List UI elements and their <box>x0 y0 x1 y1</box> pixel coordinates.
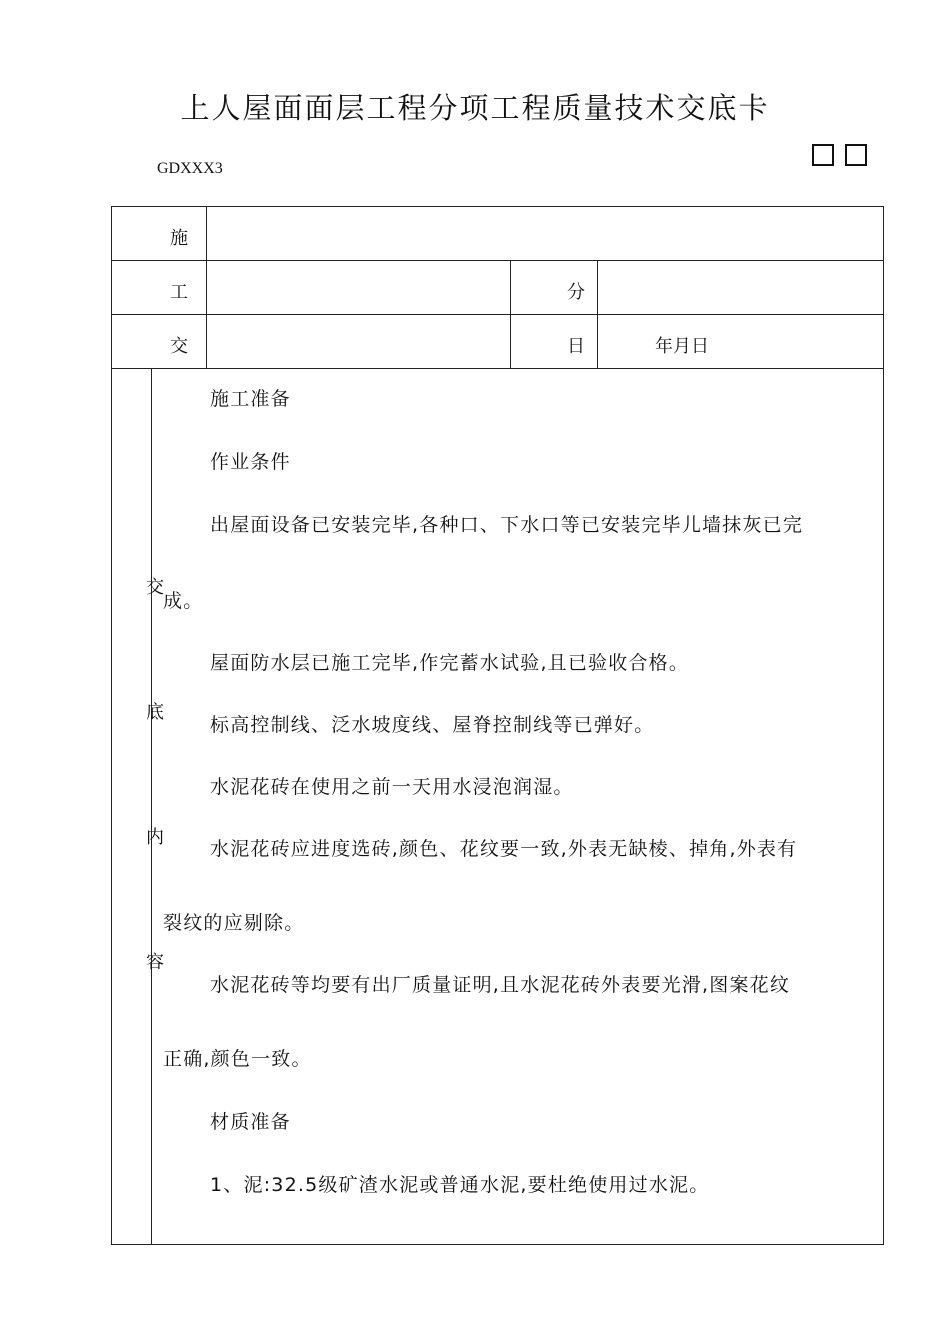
column-divider <box>597 260 598 368</box>
project-label: 施 <box>170 228 188 249</box>
content-line: 水泥花砖应进度选砖,颜色、花纹要一致,外表无缺棱、掉角,外表有 <box>210 838 798 860</box>
row-divider <box>111 368 884 369</box>
side-label-char: 交 <box>146 577 164 598</box>
side-label-char: 容 <box>146 952 164 973</box>
construction-value[interactable] <box>215 278 500 302</box>
checkbox-group <box>812 144 867 166</box>
content-line: 水泥花砖在使用之前一天用水浸泡润湿。 <box>210 776 574 798</box>
discloser-label: 交 <box>170 336 188 357</box>
checkbox-square <box>812 144 834 166</box>
section-heading: 材质准备 <box>210 1111 291 1133</box>
content-line: 水泥花砖等均要有出厂质量证明,且水泥花砖外表要光滑,图案花纹 <box>210 974 791 996</box>
checkbox-square <box>845 144 867 166</box>
subitem-value[interactable] <box>605 278 875 302</box>
page-title: 上人屋面面层工程分项工程质量技术交底卡 <box>180 91 770 125</box>
document-code: GDXXX3 <box>157 160 223 177</box>
column-divider <box>510 260 511 368</box>
content-line: 正确,颜色一致。 <box>163 1048 312 1070</box>
content-line: 裂纹的应剔除。 <box>163 912 305 934</box>
content-line: 屋面防水层已施工完毕,作完蓄水试验,且已验收合格。 <box>210 652 690 674</box>
subitem-label: 分 <box>567 282 585 303</box>
content-line: 成。 <box>163 590 204 612</box>
row-divider <box>111 314 884 315</box>
section-heading: 施工准备 <box>210 388 291 410</box>
construction-label: 工 <box>170 282 188 303</box>
content-line: 1、泥:32.5级矿渣水泥或普通水泥,要杜绝使用过水泥。 <box>210 1174 710 1196</box>
content-line: 出屋面设备已安装完毕,各种口、下水口等已安装完毕儿墙抹灰已完 <box>210 514 804 536</box>
content-column-divider <box>151 368 152 1245</box>
date-label: 日 <box>567 336 585 357</box>
row-divider <box>111 260 884 261</box>
content-line: 标高控制线、泛水坡度线、屋脊控制线等已弹好。 <box>210 714 655 736</box>
discloser-value[interactable] <box>215 332 500 356</box>
project-value[interactable] <box>215 224 875 248</box>
side-label-char: 底 <box>146 702 164 723</box>
date-value[interactable]: 年月日 <box>655 336 709 357</box>
column-divider <box>206 206 207 368</box>
subsection-heading: 作业条件 <box>210 451 291 473</box>
side-label-char: 内 <box>146 827 164 848</box>
